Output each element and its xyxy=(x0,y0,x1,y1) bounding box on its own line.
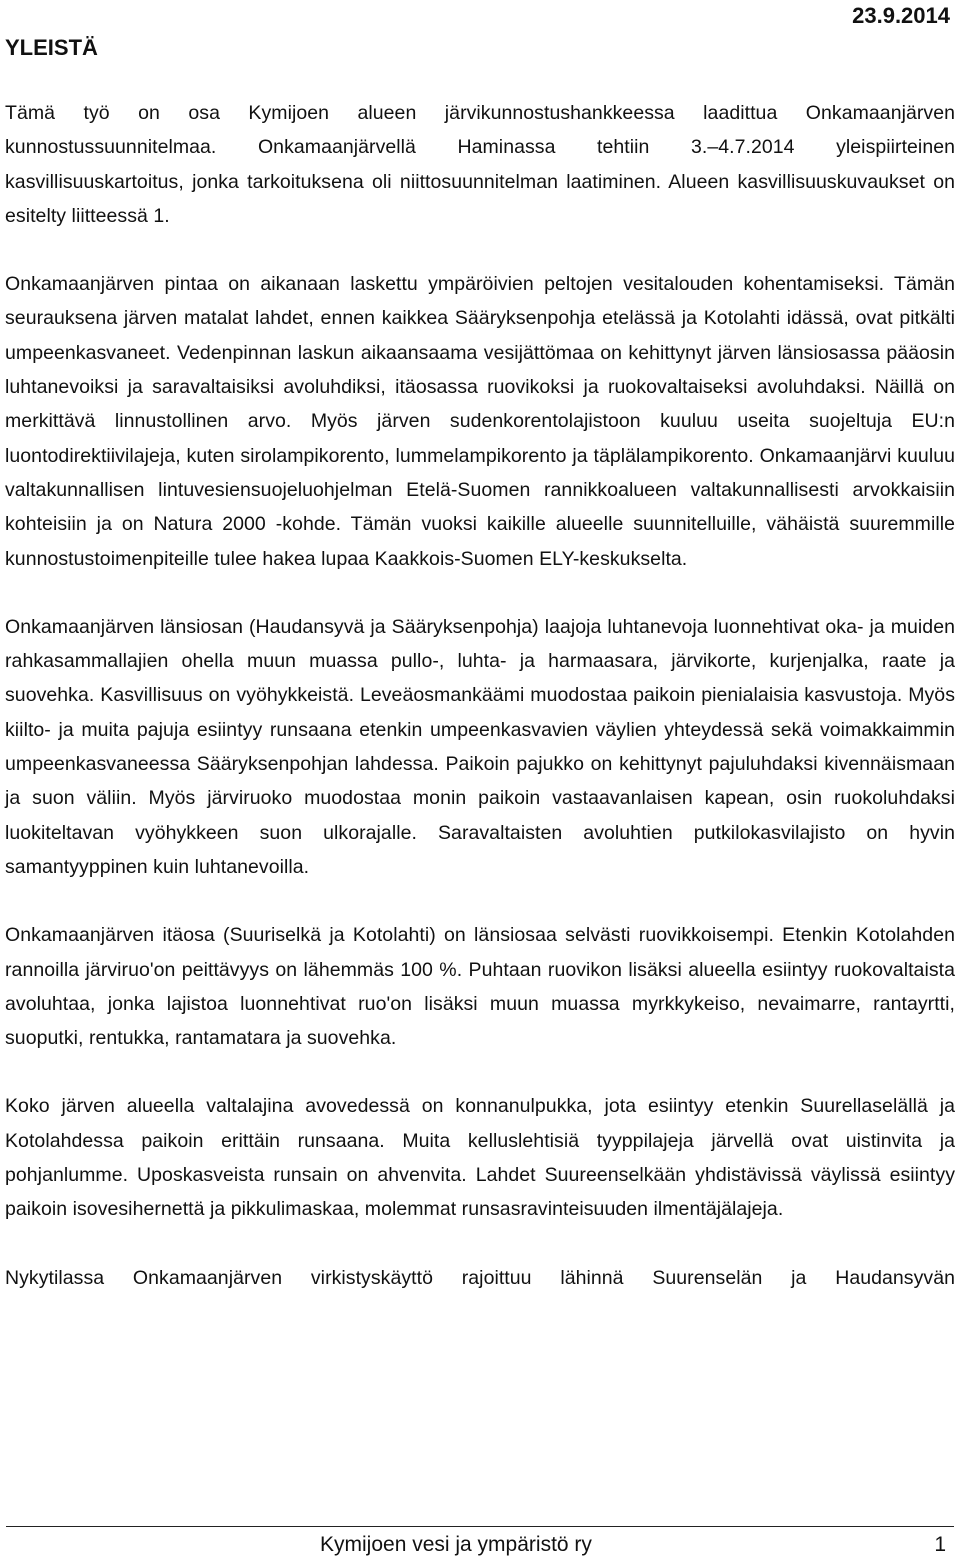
page-footer xyxy=(0,1532,960,1562)
paragraph-recreational-use: Nykytilassa Onkamaanjärven virkistyskäyttö rajoittuu lähinnä Suurenselän ja Haudansyvän xyxy=(5,1266,955,1289)
page-header xyxy=(5,4,950,64)
paragraph-western-part: Onkamaanjärven länsiosan (Haudansyvä ja Sääryksenpohja) laajoja luhtanevoja luonnehtivat oka- ja muiden rahkasammallajien ohella muun muassa pullo-, luhta- ja harmaasara, järvikorte, kurjenjalka, raate ja suovehka. Kasvillisuus on vyöhykkeistä. Leveäosmankäämi muodostaa paikoin pienialaisia kasvustoja. Myös kiilto- ja muita pajuja esiintyy runsaana etenkin umpeenkasvavien väylien yhteydessä sekä voimakkaimmin umpeenkasvaneessa Sääryksenpohjan lahdessa. Paikoin pajukko on kehittynyt pajuluhdaksi kivennäismaan ja suon väliin. Myös järviruoko muodostaa monin paikoin vastaavanlaisen kapean, osin ruokoluhdaksi luokiteltavan vyöhykkeen suon ulkorajalle. Saravaltaisten avoluhtien putkilokasvilajisto on hyvin samantyyppinen kuin luhtanevoilla. xyxy=(5,615,955,878)
page-number: 1 xyxy=(934,1533,946,1556)
paragraph-open-water-vegetation: Koko järven alueella valtalajina avovedessä on konnanulpukka, jota esiintyy etenkin Suurellaselällä ja Kotolahdessa paikoin erittäin runsaana. Muita kelluslehtisiä tyyppilajeja järvellä ovat uistinvita ja pohjanlumme. Uposkasveista runsain on ahvenvita. Lahdet Suureenselkään yhdistävissä väylissä esiintyy paikoin isovesihernettä ja pikkulimaskaa, molemmat runsasravinteisuuden ilmentäjälajeja. xyxy=(5,1095,955,1221)
paragraph-water-level-history: Onkamaanjärven pintaa on aikanaan laskettu ympäröivien peltojen vesitalouden kohentamiseksi. Tämän seurauksena järven matalat lahdet, ennen kaikkea Sääryksenpohja etelässä ja Kotolahti idässä, ovat pitkälti umpeenkasvaneet. Vedenpinnan laskun aikaansaama vesijättömaa on kehittynyt järven länsiosassa pääosin luhtanevoiksi ja saravaltaisiksi avoluhdiksi, itäosassa ruovikoksi ja ruokovaltaiseksi avoluhdaksi. Näillä on merkittävä linnustollinen arvo. Myös järven sudenkorentolajistoon kuuluu useita suojeltuja EU:n luontodirektiivilajeja, kuten sirolampikorento, lummelampikorento ja täplälampikorento. Onkamaanjärvi kuuluu valtakunnallisen lintuvesiensuojeluohjelman Etelä-Suomen rannikkoalueen valtakunnallisesti arvokkaisiin kohteisiin ja on Natura 2000 -kohde. Tämän vuoksi kaikille alueelle suunnitelluille, vähäistä suuremmille kunnostustoimenpiteille tulee hakea lupaa Kaakkois-Suomen ELY-keskukselta. xyxy=(5,273,955,570)
footer-divider xyxy=(6,1526,954,1527)
body-text xyxy=(5,96,955,1295)
paragraph-introduction: Tämä työ on osa Kymijoen alueen järvikunnostushankkeessa laadittua Onkamaanjärven kunnostussuunnitelmaa. Onkamaanjärvellä Haminassa tehtiin 3.–4.7.2014 yleispiirteinen kasvillisuuskartoitus, jonka tarkoituksena oli niittosuunnitelman laatiminen. Alueen kasvillisuuskuvaukset on esitelty liitteessä 1. xyxy=(5,102,955,227)
footer-organization: Kymijoen vesi ja ympäristö ry xyxy=(320,1533,592,1556)
document-date: 23.9.2014 xyxy=(852,3,950,28)
paragraph-eastern-part: Onkamaanjärven itäosa (Suuriselkä ja Kotolahti) on länsiosaa selvästi ruovikkoisempi. Etenkin Kotolahden rannoilla järviruo'on peittävyys on lähemmäs 100 %. Puhtaan ruovikon lisäksi alueella esiintyy ruokovaltaista avoluhtaa, jonka lajistoa luonnehtivat ruo'on lisäksi muun muassa myrkkykeiso, nevaimarre, rantayrtti, suoputki, rentukka, rantamatara ja suovehka. xyxy=(5,924,955,1050)
section-title: YLEISTÄ xyxy=(5,35,98,60)
